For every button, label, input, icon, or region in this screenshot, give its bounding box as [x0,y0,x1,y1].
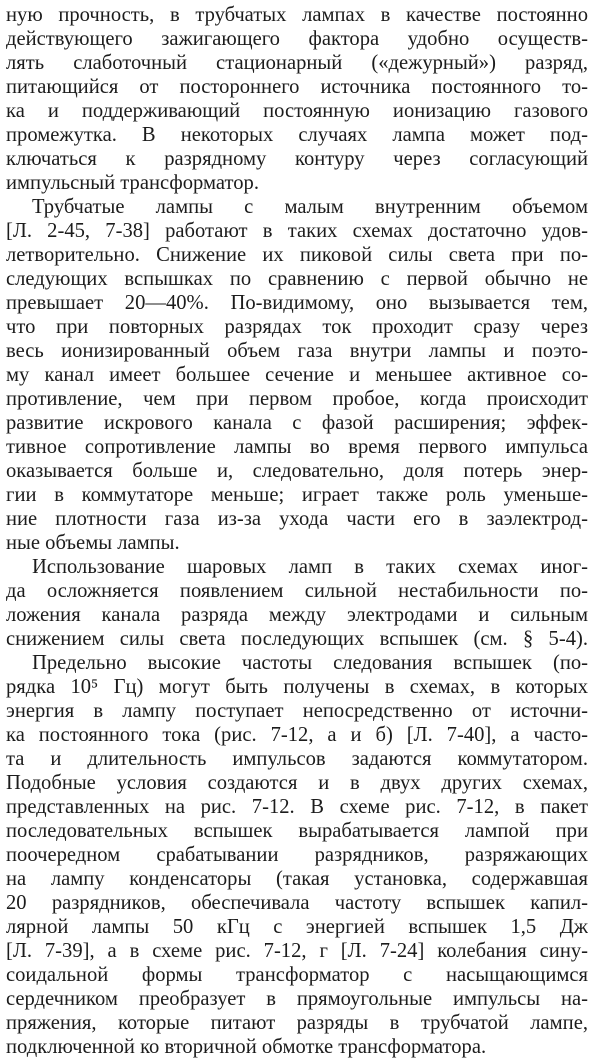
text-line: Трубчатые лампы с малым внутренним объемом [32,196,588,218]
text-line: сердечником преобразует в прямоугольные импульсы на- [6,988,588,1010]
text-line: питающийся от постороннего источника постоянного то- [6,76,588,98]
paragraph-3 [6,555,588,651]
text-line: на лампу конденсаторы (такая установка, содержавшая [6,868,588,890]
text-line: следующих вспышках по сравнению с первой обычно не [6,268,588,290]
text-line: последовательных вспышек вырабатывается лампой при [6,820,588,842]
document-page [6,3,588,1059]
text-line: энергия в лампу поступает непосредственно от источни- [6,700,588,722]
text-line: рядка 10⁵ Гц) могут быть получены в схемах, в которых [6,676,588,698]
text-line: подключенной ко вторичной обмотке трансформатора. [6,1036,487,1058]
text-line: импульсный трансформатор. [6,172,259,194]
paragraph-1 [6,3,588,195]
text-line: му канал имеет большее сечение и меньшее активное со- [6,364,588,386]
text-line: та и длительность импульсов задаются коммутатором. [6,748,588,770]
paragraph-4 [6,651,588,1059]
text-line: [Л. 7-39], а в схеме рис. 7-12, г [Л. 7-24] колебания сину- [6,940,588,962]
text-line: ные объемы лампы. [6,532,180,554]
text-line: ка и поддерживающий постоянную ионизацию газового [6,100,588,122]
text-line: Подобные условия создаются и в двух других схемах, [6,772,588,794]
text-line: ние плотности газа из-за ухода части его в заэлектрод- [6,508,588,530]
text-line: ную прочность, в трубчатых лампах в качестве постоянно [6,4,588,26]
text-line: тивное сопротивление лампы во время первого импульса [6,436,588,458]
text-line: снижением силы света последующих вспышек (см. § 5-4). [6,628,588,650]
text-line: представленных на рис. 7-12. В схеме рис. 7-12, в пакет [6,796,588,818]
text-line: лять слаботочный стационарный («дежурный») разряд, [6,52,588,74]
text-line: превышает 20—40%. По-видимому, оно вызывается тем, [6,292,588,314]
text-line: оказывается больше и, следовательно, доля потерь энер- [6,460,588,482]
text-line: Использование шаровых ламп в таких схемах иног- [32,556,588,578]
paragraph-2 [6,195,588,555]
text-line: да осложняется появлением сильной нестабильности по- [6,580,588,602]
text-line: развитие искрового канала с фазой расширения; эффек- [6,412,588,434]
text-line: соидальной формы трансформатор с насыщающимся [6,964,588,986]
text-line: ложения канала разряда между электродами и сильным [6,604,588,626]
text-line: гии в коммутаторе меньше; играет также роль уменьше- [6,484,588,506]
text-line: летворительно. Снижение их пиковой силы света при по- [6,244,588,266]
text-line: весь ионизированный объем газа внутри лампы и поэто- [6,340,588,362]
text-line: ключаться к разрядному контуру через согласующий [6,148,588,170]
text-line: пряжения, которые питают разряды в трубчатой лампе, [6,1012,588,1034]
text-line: поочередном срабатывании разрядников, разряжающих [6,844,588,866]
text-line: Предельно высокие частоты следования вспышек (по- [32,652,588,674]
text-line: что при повторных разрядах ток проходит сразу через [6,316,588,338]
text-line: ка постоянного тока (рис. 7-12, а и б) [Л. 7-40], а часто- [6,724,588,746]
text-line: противление, чем при первом пробое, когда происходит [6,388,588,410]
text-line: промежутка. В некоторых случаях лампа может под- [6,124,588,146]
text-line: лярной лампы 50 кГц с энергией вспышек 1,5 Дж [6,916,588,938]
text-line: действующего зажигающего фактора удобно осуществ- [6,28,588,50]
text-line: [Л. 2-45, 7-38] работают в таких схемах достаточно удов- [6,220,588,242]
text-line: 20 разрядников, обеспечивала частоту вспышек капил- [6,892,588,914]
